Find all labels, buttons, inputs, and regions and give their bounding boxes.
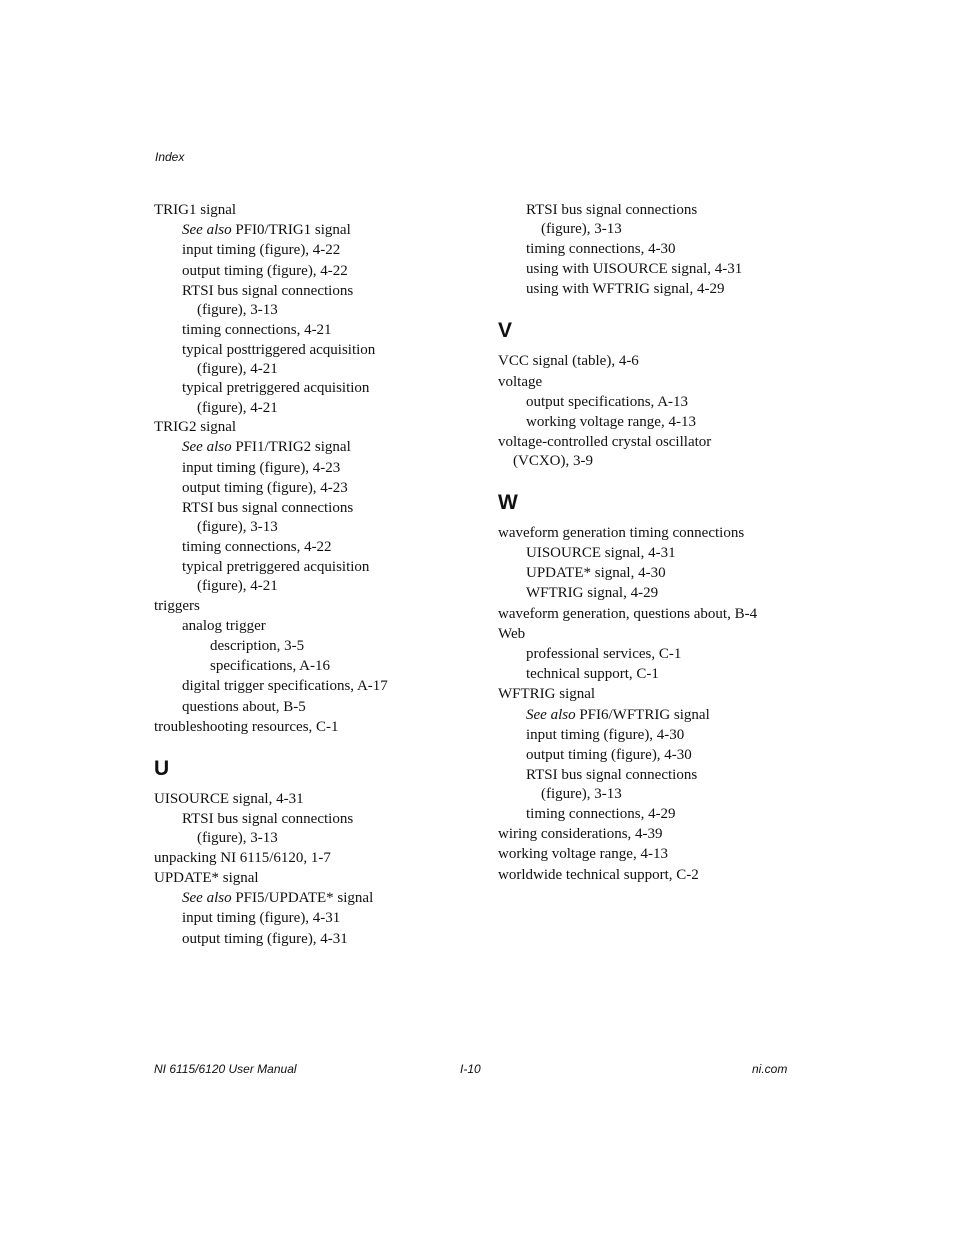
index-subentry [526,543,818,563]
index-entry [498,624,818,644]
entry-text: specifications, A-16 [210,658,330,675]
see-also-label: See also [182,890,232,907]
index-entry [154,200,474,220]
entry-text: description, 3-5 [210,637,305,654]
entry-text: PFI6/WFTRIG signal [575,706,710,723]
entry-continuation: (figure), 3-13 [197,302,278,319]
index-entry [498,844,818,864]
entry-text: VCC signal (table), 4-6 [498,353,639,370]
entry-text: RTSI bus signal connections [526,202,698,218]
index-subentry [526,259,818,279]
running-header: Index [155,150,185,164]
entry-text: PFI0/TRIG1 signal [231,222,351,239]
entry-continuation: (figure), 4-21 [197,578,278,595]
section-heading: V [498,319,513,343]
index-subentry [182,676,474,696]
entry-continuation: (figure), 3-13 [541,221,622,238]
index-entry [154,848,474,868]
index-subentry [182,697,474,717]
footer-page-number: I-10 [460,1062,481,1076]
index-entry [154,868,474,888]
entry-text: TRIG1 signal [154,202,237,218]
entry-continuation: (VCXO), 3-9 [513,453,593,470]
entry-text: RTSI bus signal connections [182,811,354,828]
entry-text: using with UISOURCE signal, 4-31 [526,260,743,277]
entry-continuation: (figure), 3-13 [197,519,278,536]
index-subentry [182,340,474,379]
index-subentry [526,644,818,664]
index-subentry [526,412,818,432]
index-entry [498,523,818,543]
entry-text: analog trigger [182,617,266,634]
index-subentry [526,725,818,745]
index-column-left [154,200,474,949]
entry-text: typical pretriggered acquisition [182,558,370,575]
entry-text: input timing (figure), 4-31 [182,910,341,927]
entry-text: output timing (figure), 4-31 [182,930,348,947]
entry-text: input timing (figure), 4-22 [182,242,341,259]
entry-text: timing connections, 4-30 [526,240,676,257]
entry-text: technical support, C-1 [526,666,659,683]
index-subentry [526,583,818,603]
index-entry [498,865,818,885]
entry-text: UPDATE* signal [154,870,259,887]
entry-text: digital trigger specifications, A-17 [182,678,388,695]
entry-continuation: (figure), 3-13 [541,786,622,803]
entry-text: voltage-controlled crystal oscillator [498,434,712,451]
index-column-right [498,200,818,885]
entry-text: unpacking NI 6115/6120, 1-7 [154,849,331,866]
entry-text: output timing (figure), 4-23 [182,479,348,496]
index-subentry [182,458,474,478]
index-subentry [182,888,474,908]
index-subentry [526,563,818,583]
entry-text: PFI1/TRIG2 signal [231,439,351,456]
index-subentry [526,705,818,725]
index-subentry [526,239,818,259]
index-subentry [182,616,474,636]
see-also-label: See also [526,706,576,723]
entry-text: wiring considerations, 4-39 [498,826,663,843]
section-heading: W [498,490,518,514]
entry-text: voltage [498,373,543,390]
index-subentry [526,745,818,765]
entry-text: working voltage range, 4-13 [526,413,696,430]
entry-text: typical pretriggered acquisition [182,380,370,397]
index-entry [154,596,474,616]
index-subentry [182,537,474,557]
entry-text: TRIG2 signal [154,419,237,436]
entry-text: UPDATE* signal, 4-30 [526,565,666,582]
index-subentry [182,908,474,928]
entry-text: RTSI bus signal connections [182,282,354,299]
index-entry [498,372,818,392]
index-subentry [182,220,474,240]
entry-text: using with WFTRIG signal, 4-29 [526,281,725,298]
entry-text: input timing (figure), 4-30 [526,726,685,743]
index-subentry [526,765,818,804]
index-subentry [182,378,474,417]
index-subentry [182,281,474,320]
index-subentry [182,240,474,260]
entry-text: professional services, C-1 [526,646,682,663]
entry-text: output specifications, A-13 [526,393,689,410]
index-entry [154,417,474,437]
entry-text: PFI5/UPDATE* signal [231,890,374,907]
index-subentry [526,279,818,299]
entry-text: questions about, B-5 [182,698,306,715]
index-subentry [526,200,818,239]
entry-text: worldwide technical support, C-2 [498,866,699,883]
index-subentry [526,804,818,824]
index-entry [498,351,818,371]
index-entry [498,684,818,704]
entry-continuation: (figure), 4-21 [197,399,278,416]
entry-text: timing connections, 4-29 [526,805,676,822]
see-also-label: See also [182,439,232,456]
index-entry [154,789,474,809]
index-entry [498,824,818,844]
entry-continuation: (figure), 4-21 [197,360,278,377]
entry-text: triggers [154,597,200,614]
entry-text: RTSI bus signal connections [526,767,698,784]
index-subentry [182,557,474,596]
entry-text: Web [498,625,526,642]
index-entry [154,717,474,737]
entry-text: WFTRIG signal, 4-29 [526,585,659,602]
footer-manual-title: NI 6115/6120 User Manual [154,1062,297,1076]
index-subentry [182,320,474,340]
entry-text: UISOURCE signal, 4-31 [526,545,676,562]
index-subentry [210,656,474,676]
index-subentry [526,664,818,684]
entry-continuation: (figure), 3-13 [197,830,278,847]
section-heading: U [154,756,170,780]
entry-text: UISOURCE signal, 4-31 [154,790,304,807]
entry-text: output timing (figure), 4-30 [526,747,692,764]
entry-text: waveform generation timing connections [498,524,745,541]
footer-website: ni.com [752,1062,788,1076]
index-subentry [182,498,474,537]
entry-text: output timing (figure), 4-22 [182,262,348,279]
entry-text: troubleshooting resources, C-1 [154,718,339,735]
entry-text: timing connections, 4-21 [182,321,332,338]
entry-text: timing connections, 4-22 [182,538,332,555]
index-subentry [526,392,818,412]
entry-text: working voltage range, 4-13 [498,846,668,863]
index-subentry [182,261,474,281]
index-subentry [210,636,474,656]
entry-text: waveform generation, questions about, B-4 [498,605,758,622]
entry-text: typical posttriggered acquisition [182,341,376,358]
index-subentry [182,809,474,848]
index-subentry [182,929,474,949]
index-subentry [182,478,474,498]
see-also-label: See also [182,222,232,239]
entry-text: RTSI bus signal connections [182,499,354,516]
entry-text: WFTRIG signal [498,686,596,703]
entry-text: input timing (figure), 4-23 [182,459,341,476]
index-entry [498,604,818,624]
index-entry [498,432,818,471]
index-subentry [182,437,474,457]
